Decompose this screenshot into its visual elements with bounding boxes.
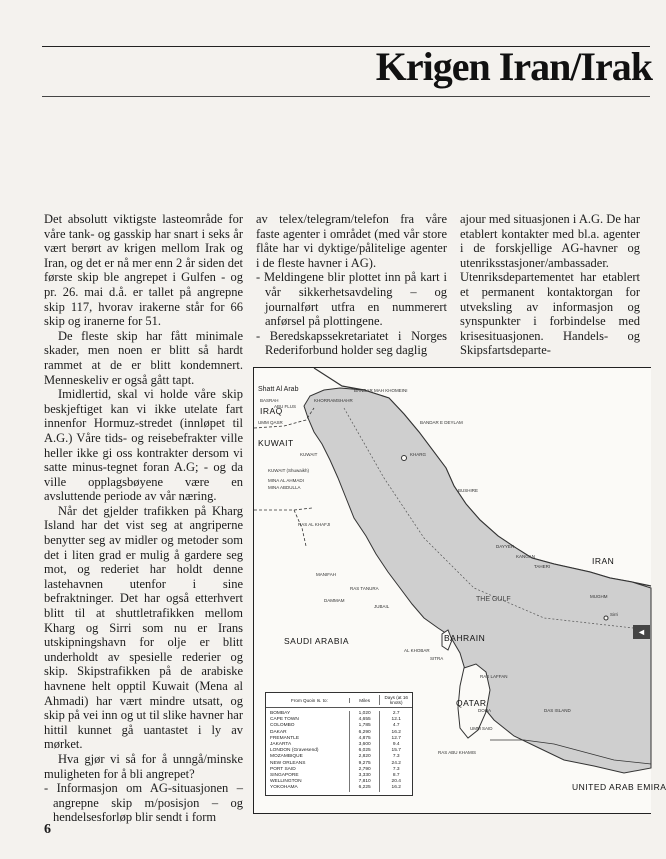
- cell-miles: 3,330: [349, 773, 380, 779]
- bullet-item: - Meldingene blir plottet inn på kart i vår sikkerhetsavdeling – og journalført utfra en nummerert anførsel på plottingene.: [256, 270, 447, 329]
- label-ras-al-khafji: RAS AL KHAFJI: [298, 522, 331, 527]
- cell-port: CAPE TOWN: [270, 717, 299, 723]
- column-header-miles: Miles: [349, 698, 380, 703]
- label-umm-said: UMM SAID: [470, 726, 493, 731]
- cell-days: 12.7: [379, 736, 412, 742]
- label-das-island: DAS ISLAND: [544, 708, 571, 713]
- label-khorramshahr: KHORRAMSHAHR: [314, 398, 353, 403]
- kharg-island: [402, 456, 407, 461]
- table-body: [266, 708, 412, 795]
- cell-miles: 6,290: [349, 730, 380, 736]
- column-header-port: From Quoin Is. to:: [291, 697, 328, 703]
- cell-port: SINGAPORE: [270, 773, 299, 779]
- label-iraq: IRAQ: [260, 406, 283, 416]
- label-shuwaikh: KUWAIT (Shuwaikh): [268, 468, 310, 473]
- paragraph: Når det gjelder trafikken på Kharg Island har det vist seg at angriperne benytter seg av midler og metoder som det i liten grad er mulig å gardere seg mot, og rederiet har holdt denne lastehavnen utenfor i sine befraktninger. Det har også etterhvert blitt til at shuttletrafikken mellom Kharg og Sirri som nu er Irans utskipningshavn for olje er blitt underholdt av spesielle rederier og skip. Skipstrafikken på de arabiske havnene helt opptil Kuwait (Mena al Ahmadi) har vært mindre utsatt, og skip på vei inn og ut til slike havner har hittil kunnet gå uantastet i ly av mørket.: [44, 503, 243, 752]
- cell-miles: 7,810: [349, 779, 380, 785]
- label-uae: UNITED ARAB EMIRA: [572, 782, 666, 792]
- cell-days: 12.1: [379, 717, 412, 723]
- distance-table: [265, 692, 413, 796]
- paragraph: av telex/telegram/telefon fra våre faste agenter i området (med vår store flåte har vi dyktige/pålitelige agenter i de fleste havner i AG).: [256, 212, 447, 270]
- cell-days: 4.7: [379, 723, 412, 729]
- cell-miles: 2,820: [349, 754, 380, 760]
- cell-port: FREMANTLE: [270, 735, 300, 741]
- label-iran: IRAN: [592, 556, 615, 566]
- label-mina-abdulla: MINA ABDULLA: [268, 485, 301, 490]
- north-arrow-icon: ◄: [633, 625, 650, 639]
- label-kharg: KHARG: [410, 452, 427, 457]
- cell-miles: 3,600: [349, 742, 380, 748]
- cell-miles: 2,790: [349, 767, 380, 773]
- label-al-khobar: AL KHOBAR: [404, 648, 430, 653]
- paragraph: Imidlertid, skal vi holde våre skip beskjeftiget kan vi ikke utelate fart innenfor Hormuz-stredet (innløpet til A.G.) Våre tids- og reisebefrakter ville heller ikke gi oss kontrakter dersom vi satte minus-tegnet foran A.G; - og da ville opplagsbøyene være en avsluttende periode av vår næring.: [44, 387, 243, 504]
- cell-miles: 4,875: [349, 736, 380, 742]
- sirri-island: [604, 616, 608, 620]
- label-shatt-al-arab: Shatt Al Arab: [258, 386, 299, 393]
- cell-port: BOMBAY: [270, 711, 291, 716]
- text-column-1: [44, 212, 243, 825]
- label-mughm: MUGHM: [590, 594, 608, 599]
- cell-days: 16.2: [379, 730, 412, 736]
- label-kuwait-city: KUWAIT: [300, 452, 318, 457]
- label-basrah: BASRAH: [260, 398, 279, 403]
- cell-miles: 4,655: [349, 717, 380, 723]
- page-number: 6: [44, 822, 51, 837]
- label-dammam: DAMMAM: [324, 598, 345, 603]
- bullet-item: - Informasjon om AG-situasjonen – angrepne skip m/posisjon – og hendelsesforløp blir sendt i form: [44, 781, 243, 825]
- cell-port: WELLINGTON: [270, 779, 302, 785]
- cell-days: 16.2: [379, 785, 412, 791]
- label-kuwait: KUWAIT: [258, 438, 294, 448]
- cell-port: DAKAR: [270, 729, 287, 735]
- label-sitra: SITRA: [430, 656, 444, 661]
- paragraph: Hva gjør vi så for å unngå/minske muligheten for å bli angrepet?: [44, 751, 243, 781]
- kuwait-border: [254, 508, 312, 546]
- text-column-3: [460, 212, 640, 358]
- label-doha: DOHA: [478, 708, 492, 713]
- column-header-days: Days (at 16 knots): [379, 695, 412, 705]
- label-taheri: TAHERI: [534, 564, 551, 569]
- paragraph: Det absolutt viktigste lasteområde for våre tank- og gasskip har snart i seks år vært berørt av krigen mellom Irak og Iran, og det er nå mer enn 2 år siden det første skip ble angrepet i Gulfen - og pr. 26. mai d.å. er tallet på angrepne skip 117, hvorav irakerne står for 66 skip og iranerne for 51.: [44, 212, 243, 329]
- label-abu-flus: ABU FLUS: [274, 404, 297, 409]
- text-column-2: [256, 212, 447, 358]
- label-dayyer: DAYYER: [496, 544, 515, 549]
- cell-port: PORT SAID: [270, 766, 296, 772]
- label-the-gulf: THE GULF: [476, 596, 511, 603]
- cell-days: 7.3: [379, 754, 412, 760]
- cell-port: MOZAMBIQUE: [270, 754, 303, 760]
- paragraph: ajour med situasjonen i A.G. De har etablert kontakter med bl.a. agenter i de forskjellige AG-havner og utenriksstasjoner/ambassader. Utenriksdepartementet har etablert et permanent kontaktorgan for utveksling av informasjon og synspunkter i forbindelse med krisesituasjonen. Handels- og Skipsfartsdeparte-: [460, 212, 640, 358]
- label-manifah: MANIFAH: [316, 572, 337, 577]
- cell-days: 7.3: [379, 767, 412, 773]
- label-mina-al-ahmadi: MINA AL AHMADI: [268, 478, 304, 483]
- cell-port: JAKARTA: [270, 742, 292, 748]
- bullet-item: - Beredskapssekretariatet i Norges Rederiforbund holder seg daglig: [256, 328, 447, 358]
- cell-port: COLOMBO: [270, 723, 295, 729]
- label-qatar: QATAR: [456, 698, 487, 708]
- label-kangan: KANGAN: [516, 554, 536, 559]
- label-bushire: BUSHIRE: [458, 488, 479, 493]
- cell-miles: 6,225: [349, 785, 380, 791]
- cell-port: NEW ORLEANS: [270, 760, 306, 766]
- table-row: [266, 785, 412, 791]
- cell-miles: 9,275: [349, 761, 380, 767]
- label-umm-qasr: UMM QASR: [258, 420, 283, 425]
- label-bandar-mah: BANDAR MAH KHOMEINI: [354, 388, 408, 393]
- cell-days: 8.7: [379, 773, 412, 779]
- cell-days: 9.4: [379, 742, 412, 748]
- label-saudi-arabia: SAUDI ARABIA: [284, 636, 350, 646]
- label-ras-tanura: RAS TANURA: [350, 586, 379, 591]
- cell-miles: 1,785: [349, 723, 380, 729]
- title-rule: [42, 96, 650, 97]
- label-bandar-dey: BANDAR E DEYLAM: [420, 420, 463, 425]
- label-sirri: Sirri: [610, 612, 618, 617]
- page-title: Krigen Iran/Irak: [375, 44, 652, 89]
- cell-days: 2.7: [379, 711, 412, 717]
- cell-miles: 1,020: [349, 711, 380, 717]
- label-bahrain: BAHRAIN: [444, 633, 486, 643]
- label-ras-laffan: RAS LAFFAN: [480, 674, 508, 679]
- table-header: [266, 693, 412, 708]
- cell-days: 15.7: [379, 748, 412, 754]
- cell-port: YOKOHAMA: [270, 785, 298, 791]
- cell-port: LONDON (Gravesend): [270, 748, 319, 754]
- cell-days: 20.4: [379, 779, 412, 785]
- paragraph: De fleste skip har fått minimale skader, men noen er blitt så hardt rammet at de er blitt kondemnert. Menneskeliv er også gått tapt.: [44, 328, 243, 387]
- cell-miles: 6,025: [349, 748, 380, 754]
- cell-days: 24.2: [379, 761, 412, 767]
- label-ras-abu-khamis: RAS ABU KHAMIS: [438, 750, 477, 755]
- label-jubail: JUBAIL: [374, 604, 390, 609]
